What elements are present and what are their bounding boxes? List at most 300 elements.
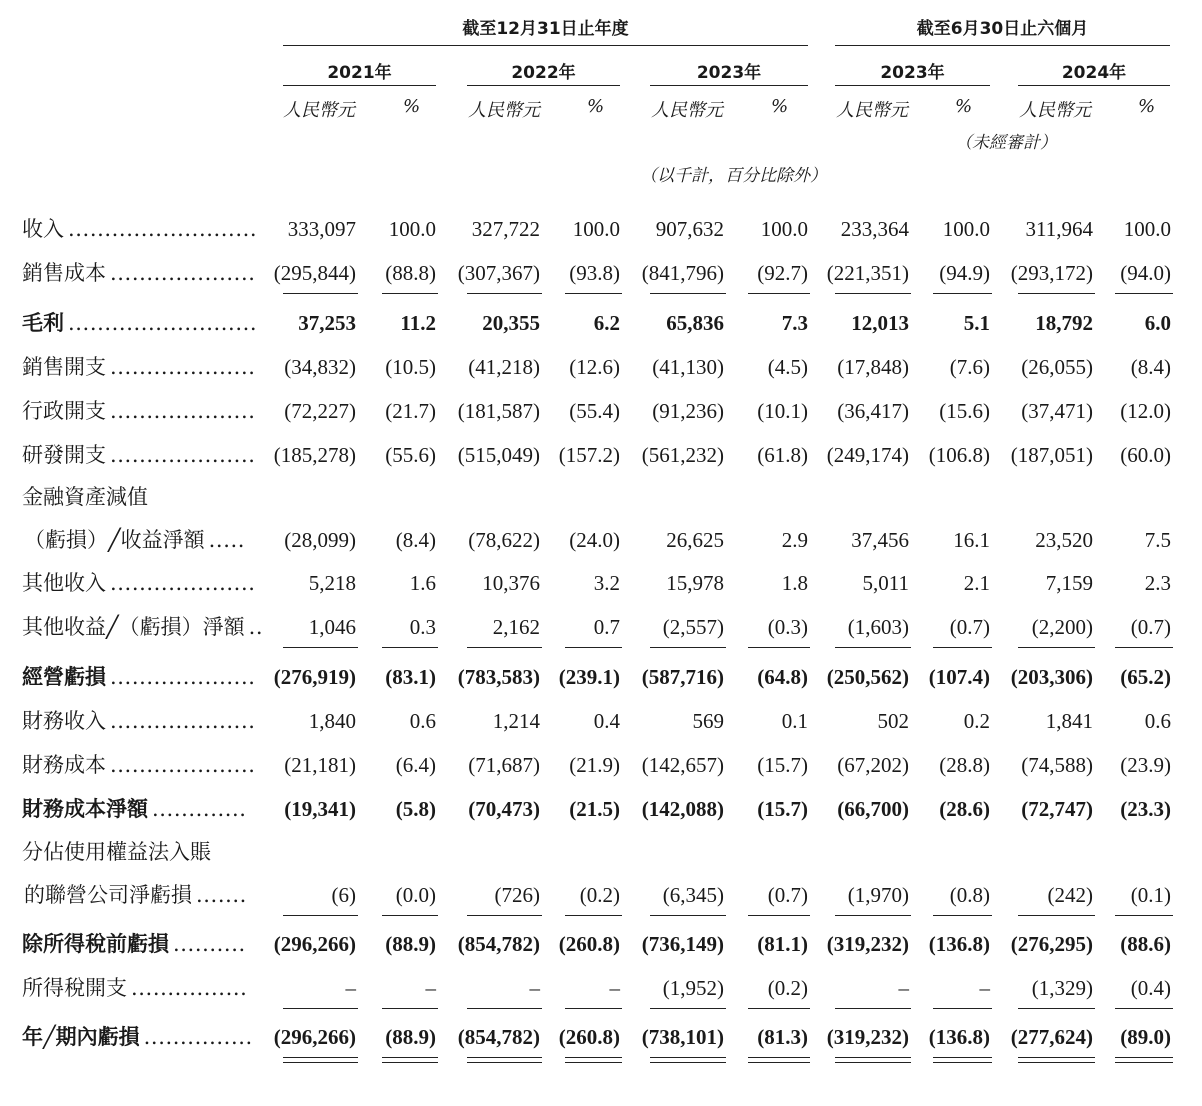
percent-cell: (157.2)	[558, 443, 620, 467]
percent-cell: (4.5)	[767, 355, 808, 379]
subtotal-rule	[1018, 1008, 1095, 1009]
total-double-rule	[1018, 1057, 1095, 1063]
unit-pct: %	[955, 96, 973, 117]
table-row	[0, 877, 1202, 913]
table-row	[0, 211, 1202, 247]
percent-cell: 2.1	[963, 571, 990, 595]
percent-cell: 3.2	[593, 571, 620, 595]
group1-title: 截至12月31日止年度	[462, 19, 629, 39]
percent-cell: 0.6	[1144, 709, 1171, 733]
amount-cell: (242)	[1047, 883, 1093, 907]
subtotal-rule	[748, 1008, 810, 1009]
percent-cell: (136.8)	[928, 1025, 990, 1049]
table-row	[0, 255, 1202, 291]
percent-cell: (12.6)	[569, 355, 620, 379]
subtotal-rule	[1018, 647, 1095, 648]
subtotal-rule	[748, 915, 810, 916]
subtotal-rule	[467, 647, 542, 648]
amount-cell: 65,836	[666, 311, 724, 335]
subtotal-rule	[1115, 1008, 1173, 1009]
percent-cell: (60.0)	[1120, 443, 1171, 467]
total-double-rule	[467, 1057, 542, 1063]
percent-cell: (28.8)	[939, 753, 990, 777]
subtotal-rule	[1115, 647, 1173, 648]
unaudited-note: （未經審計）	[955, 133, 1057, 153]
row-label: 除所得稅前虧損	[22, 932, 169, 956]
subtotal-rule	[1018, 915, 1095, 916]
amount-cell: (187,051)	[1010, 443, 1093, 467]
unit-rmb: 人民幣元	[1019, 100, 1091, 121]
table-row	[0, 565, 1202, 601]
amount-cell: 18,792	[1035, 311, 1093, 335]
amount-cell: (72,227)	[284, 399, 356, 423]
year-header: 2023年	[880, 63, 945, 83]
unit-note: （以千計，百分比除外）	[640, 166, 827, 186]
percent-cell: (0.2)	[579, 883, 620, 907]
amount-cell: (21,181)	[284, 753, 356, 777]
subtotal-rule	[382, 1008, 438, 1009]
percent-cell: (94.0)	[1120, 261, 1171, 285]
row-label: 財務成本淨額	[22, 797, 148, 821]
leader-dots: ....................	[110, 665, 256, 689]
percent-cell: 1.6	[409, 571, 436, 595]
percent-cell: (93.8)	[569, 261, 620, 285]
amount-cell: (587,716)	[641, 665, 724, 689]
subtotal-rule	[933, 1008, 992, 1009]
percent-cell: (92.7)	[757, 261, 808, 285]
amount-cell: (6)	[331, 883, 356, 907]
leader-dots: ....................	[110, 443, 256, 467]
leader-dots: ..........................	[68, 311, 258, 335]
amount-cell: –	[529, 976, 540, 1000]
percent-cell: (24.0)	[569, 528, 620, 552]
amount-cell: 23,520	[1035, 528, 1093, 552]
subtotal-rule	[467, 915, 542, 916]
percent-cell: (0.7)	[949, 615, 990, 639]
year-header: 2024年	[1061, 63, 1127, 83]
percent-cell: –	[425, 976, 436, 1000]
row-label: 所得稅開支	[22, 976, 127, 1000]
year-rule	[650, 85, 808, 86]
percent-cell: 0.3	[409, 615, 436, 639]
amount-cell: 233,364	[840, 217, 909, 241]
table-row	[0, 479, 1202, 515]
subtotal-rule	[565, 1008, 622, 1009]
amount-cell: –	[898, 976, 909, 1000]
amount-cell: (307,367)	[457, 261, 540, 285]
subtotal-rule	[650, 1008, 726, 1009]
percent-cell: (65.2)	[1120, 665, 1171, 689]
amount-cell: (295,844)	[273, 261, 356, 285]
amount-cell: 333,097	[287, 217, 356, 241]
subtotal-rule	[835, 647, 911, 648]
total-double-rule	[835, 1057, 911, 1063]
row-label: 金融資產減值	[22, 485, 148, 509]
subtotal-rule	[382, 915, 438, 916]
percent-cell: (88.9)	[385, 1025, 436, 1049]
total-double-rule	[933, 1057, 992, 1063]
amount-cell: (185,278)	[273, 443, 356, 467]
percent-cell: 11.2	[400, 311, 436, 335]
amount-cell: 2,162	[492, 615, 540, 639]
amount-cell: 1,841	[1045, 709, 1093, 733]
percent-cell: 16.1	[953, 528, 990, 552]
percent-cell: (81.3)	[757, 1025, 808, 1049]
amount-cell: (1,970)	[847, 883, 909, 907]
amount-cell: (70,473)	[468, 797, 540, 821]
row-label: 銷售開支	[22, 355, 106, 379]
amount-cell: (142,657)	[641, 753, 724, 777]
percent-cell: 100.0	[760, 217, 808, 241]
subtotal-rule	[1115, 915, 1173, 916]
amount-cell: (19,341)	[284, 797, 356, 821]
row-label: 分佔使用權益法入賬	[22, 840, 211, 864]
row-label: 的聯營公司淨虧損	[24, 883, 192, 907]
subtotal-rule	[835, 1008, 911, 1009]
amount-cell: (276,919)	[273, 665, 356, 689]
percent-cell: 100.0	[1123, 217, 1171, 241]
subtotal-rule	[835, 293, 911, 294]
leader-dots: ....................	[110, 753, 256, 777]
percent-cell: 100.0	[572, 217, 620, 241]
year-rule	[1018, 85, 1170, 86]
row-label: 財務收入	[22, 709, 106, 733]
subtotal-rule	[382, 293, 438, 294]
row-label: 財務成本	[22, 753, 106, 777]
amount-cell: 907,632	[655, 217, 724, 241]
percent-cell: (12.0)	[1120, 399, 1171, 423]
percent-cell: (136.8)	[928, 932, 990, 956]
row-label: 毛利	[22, 311, 64, 335]
amount-cell: (736,149)	[641, 932, 724, 956]
amount-cell: 20,355	[482, 311, 540, 335]
unit-pct: %	[1138, 96, 1156, 117]
leader-dots: ..........................	[68, 217, 258, 241]
row-label: 經營虧損	[22, 665, 106, 689]
subtotal-rule	[467, 1008, 542, 1009]
percent-cell: (0.7)	[767, 883, 808, 907]
percent-cell: –	[979, 976, 990, 1000]
amount-cell: 5,218	[308, 571, 356, 595]
row-label: 行政開支	[22, 399, 106, 423]
amount-cell: (67,202)	[837, 753, 909, 777]
amount-cell: (203,306)	[1010, 665, 1093, 689]
amount-cell: 1,840	[308, 709, 356, 733]
amount-cell: (319,232)	[826, 1025, 909, 1049]
total-double-rule	[650, 1057, 726, 1063]
amount-cell: (1,952)	[662, 976, 724, 1000]
amount-cell: (1,329)	[1031, 976, 1093, 1000]
percent-cell: 0.1	[781, 709, 808, 733]
amount-cell: (26,055)	[1021, 355, 1093, 379]
percent-cell: (0.3)	[767, 615, 808, 639]
table-row	[0, 305, 1202, 341]
percent-cell: (23.9)	[1120, 753, 1171, 777]
percent-cell: (0.8)	[949, 883, 990, 907]
percent-cell: (8.4)	[395, 528, 436, 552]
leader-dots: ..	[248, 615, 264, 639]
amount-cell: (72,747)	[1021, 797, 1093, 821]
amount-cell: (250,562)	[826, 665, 909, 689]
percent-cell: 7.5	[1144, 528, 1171, 552]
percent-cell: (23.3)	[1120, 797, 1171, 821]
percent-cell: (55.6)	[385, 443, 436, 467]
percent-cell: 0.6	[409, 709, 436, 733]
group2-rule	[835, 45, 1170, 46]
table-row	[0, 834, 1202, 870]
amount-cell: (276,295)	[1010, 932, 1093, 956]
amount-cell: (854,782)	[457, 932, 540, 956]
year-rule	[283, 85, 436, 86]
amount-cell: 327,722	[471, 217, 540, 241]
subtotal-rule	[283, 293, 358, 294]
amount-cell: –	[345, 976, 356, 1000]
percent-cell: –	[609, 976, 620, 1000]
percent-cell: (89.0)	[1120, 1025, 1171, 1049]
row-label: 其他收入	[22, 571, 106, 595]
percent-cell: 100.0	[388, 217, 436, 241]
subtotal-rule	[933, 293, 992, 294]
leader-dots: ....................	[110, 399, 256, 423]
percent-cell: (15.6)	[939, 399, 990, 423]
percent-cell: (10.1)	[757, 399, 808, 423]
percent-cell: (61.8)	[757, 443, 808, 467]
percent-cell: (0.2)	[767, 976, 808, 1000]
amount-cell: (293,172)	[1010, 261, 1093, 285]
table-row	[0, 703, 1202, 739]
subtotal-rule	[382, 647, 438, 648]
row-label: 研發開支	[22, 443, 106, 467]
percent-cell: (260.8)	[558, 932, 620, 956]
table-row	[0, 791, 1202, 827]
amount-cell: (71,687)	[468, 753, 540, 777]
amount-cell: (34,832)	[284, 355, 356, 379]
table-row	[0, 609, 1202, 645]
unit-rmb: 人民幣元	[651, 100, 723, 121]
percent-cell: (0.1)	[1130, 883, 1171, 907]
amount-cell: 37,456	[851, 528, 909, 552]
table-row	[0, 926, 1202, 962]
percent-cell: (21.7)	[385, 399, 436, 423]
percent-cell: (94.9)	[939, 261, 990, 285]
leader-dots: ....................	[110, 709, 256, 733]
percent-cell: (8.4)	[1130, 355, 1171, 379]
table-row	[0, 522, 1202, 558]
unit-pct: %	[403, 96, 421, 117]
amount-cell: (1,603)	[847, 615, 909, 639]
amount-cell: (74,588)	[1021, 753, 1093, 777]
row-label: 收入	[22, 217, 64, 241]
subtotal-rule	[467, 293, 542, 294]
amount-cell: (78,622)	[468, 528, 540, 552]
percent-cell: 0.4	[593, 709, 620, 733]
amount-cell: (91,236)	[652, 399, 724, 423]
total-double-rule	[748, 1057, 810, 1063]
percent-cell: (7.6)	[949, 355, 990, 379]
amount-cell: (2,557)	[662, 615, 724, 639]
leader-dots: .......	[196, 883, 247, 907]
leader-dots: ..........	[173, 932, 246, 956]
table-row	[0, 437, 1202, 473]
leader-dots: .....	[208, 528, 246, 552]
percent-cell: (21.5)	[569, 797, 620, 821]
row-label: （虧損）╱收益淨額	[24, 528, 205, 552]
amount-cell: (28,099)	[284, 528, 356, 552]
amount-cell: (738,101)	[641, 1025, 724, 1049]
subtotal-rule	[283, 647, 358, 648]
percent-cell: 2.3	[1144, 571, 1171, 595]
amount-cell: 1,046	[308, 615, 356, 639]
subtotal-rule	[650, 915, 726, 916]
percent-cell: 0.7	[593, 615, 620, 639]
percent-cell: (15.7)	[757, 797, 808, 821]
group1-rule	[283, 45, 808, 46]
percent-cell: (55.4)	[569, 399, 620, 423]
percent-cell: (6.4)	[395, 753, 436, 777]
amount-cell: (561,232)	[641, 443, 724, 467]
percent-cell: 5.1	[963, 311, 990, 335]
subtotal-rule	[650, 647, 726, 648]
percent-cell: (0.7)	[1130, 615, 1171, 639]
leader-dots: ...............	[143, 1025, 253, 1049]
group2-title: 截至6月30日止六個月	[916, 19, 1089, 39]
subtotal-rule	[1115, 293, 1173, 294]
amount-cell: 12,013	[851, 311, 909, 335]
table-row	[0, 747, 1202, 783]
amount-cell: (41,130)	[652, 355, 724, 379]
amount-cell: (783,583)	[457, 665, 540, 689]
amount-cell: (36,417)	[837, 399, 909, 423]
percent-cell: (107.4)	[928, 665, 990, 689]
percent-cell: 100.0	[942, 217, 990, 241]
table-row	[0, 970, 1202, 1006]
year-rule	[835, 85, 990, 86]
table-row	[0, 393, 1202, 429]
year-header: 2023年	[696, 63, 762, 83]
amount-cell: (221,351)	[826, 261, 909, 285]
amount-cell: 7,159	[1045, 571, 1093, 595]
percent-cell: (0.0)	[395, 883, 436, 907]
amount-cell: (142,088)	[641, 797, 724, 821]
total-double-rule	[1115, 1057, 1173, 1063]
percent-cell: (5.8)	[395, 797, 436, 821]
subtotal-rule	[933, 647, 992, 648]
percent-cell: 2.9	[781, 528, 808, 552]
subtotal-rule	[283, 1008, 358, 1009]
percent-cell: 7.3	[781, 311, 808, 335]
amount-cell: (181,587)	[457, 399, 540, 423]
amount-cell: (249,174)	[826, 443, 909, 467]
amount-cell: 502	[877, 709, 909, 733]
total-double-rule	[565, 1057, 622, 1063]
percent-cell: (21.9)	[569, 753, 620, 777]
year-header: 2021年	[327, 63, 392, 83]
total-double-rule	[283, 1057, 358, 1063]
subtotal-rule	[565, 293, 622, 294]
row-label: 其他收益╱（虧損）淨額	[22, 615, 245, 639]
amount-cell: (319,232)	[826, 932, 909, 956]
unit-rmb: 人民幣元	[836, 100, 908, 121]
amount-cell: 5,011	[862, 571, 909, 595]
table-row	[0, 1019, 1202, 1055]
amount-cell: (37,471)	[1021, 399, 1093, 423]
total-double-rule	[382, 1057, 438, 1063]
amount-cell: 311,964	[1025, 217, 1093, 241]
subtotal-rule	[565, 915, 622, 916]
percent-cell: (106.8)	[928, 443, 990, 467]
percent-cell: (15.7)	[757, 753, 808, 777]
row-label: 年╱期內虧損	[22, 1025, 140, 1049]
amount-cell: (296,266)	[273, 1025, 356, 1049]
table-row	[0, 659, 1202, 695]
leader-dots: ................	[131, 976, 248, 1000]
percent-cell: (10.5)	[385, 355, 436, 379]
unit-rmb: 人民幣元	[468, 100, 540, 121]
percent-cell: (88.9)	[385, 932, 436, 956]
table-row	[0, 349, 1202, 385]
unit-pct: %	[587, 96, 605, 117]
subtotal-rule	[748, 647, 810, 648]
percent-cell: 6.0	[1144, 311, 1171, 335]
percent-cell: (260.8)	[558, 1025, 620, 1049]
amount-cell: 37,253	[298, 311, 356, 335]
amount-cell: (726)	[494, 883, 540, 907]
amount-cell: (6,345)	[662, 883, 724, 907]
amount-cell: (66,700)	[837, 797, 909, 821]
row-label: 銷售成本	[22, 261, 106, 285]
percent-cell: (81.1)	[757, 932, 808, 956]
percent-cell: 6.2	[593, 311, 620, 335]
unit-rmb: 人民幣元	[283, 100, 355, 121]
amount-cell: 569	[692, 709, 724, 733]
subtotal-rule	[933, 915, 992, 916]
amount-cell: (277,624)	[1010, 1025, 1093, 1049]
percent-cell: (88.8)	[385, 261, 436, 285]
subtotal-rule	[835, 915, 911, 916]
percent-cell: (64.8)	[757, 665, 808, 689]
percent-cell: 1.8	[781, 571, 808, 595]
amount-cell: (2,200)	[1031, 615, 1093, 639]
leader-dots: ....................	[110, 261, 256, 285]
unit-pct: %	[771, 96, 789, 117]
subtotal-rule	[283, 915, 358, 916]
year-header: 2022年	[511, 63, 576, 83]
leader-dots: ....................	[110, 571, 256, 595]
percent-cell: (83.1)	[385, 665, 436, 689]
amount-cell: (515,049)	[457, 443, 540, 467]
leader-dots: .............	[152, 797, 247, 821]
subtotal-rule	[1018, 293, 1095, 294]
percent-cell: (28.6)	[939, 797, 990, 821]
percent-cell: (239.1)	[558, 665, 620, 689]
amount-cell: 15,978	[666, 571, 724, 595]
year-rule	[467, 85, 620, 86]
subtotal-rule	[650, 293, 726, 294]
percent-cell: 0.2	[963, 709, 990, 733]
percent-cell: (0.4)	[1130, 976, 1171, 1000]
amount-cell: 10,376	[482, 571, 540, 595]
amount-cell: 26,625	[666, 528, 724, 552]
amount-cell: (17,848)	[837, 355, 909, 379]
amount-cell: (296,266)	[273, 932, 356, 956]
amount-cell: (841,796)	[641, 261, 724, 285]
subtotal-rule	[565, 647, 622, 648]
amount-cell: (854,782)	[457, 1025, 540, 1049]
amount-cell: (41,218)	[468, 355, 540, 379]
leader-dots: ....................	[110, 355, 256, 379]
amount-cell: 1,214	[492, 709, 540, 733]
subtotal-rule	[748, 293, 810, 294]
